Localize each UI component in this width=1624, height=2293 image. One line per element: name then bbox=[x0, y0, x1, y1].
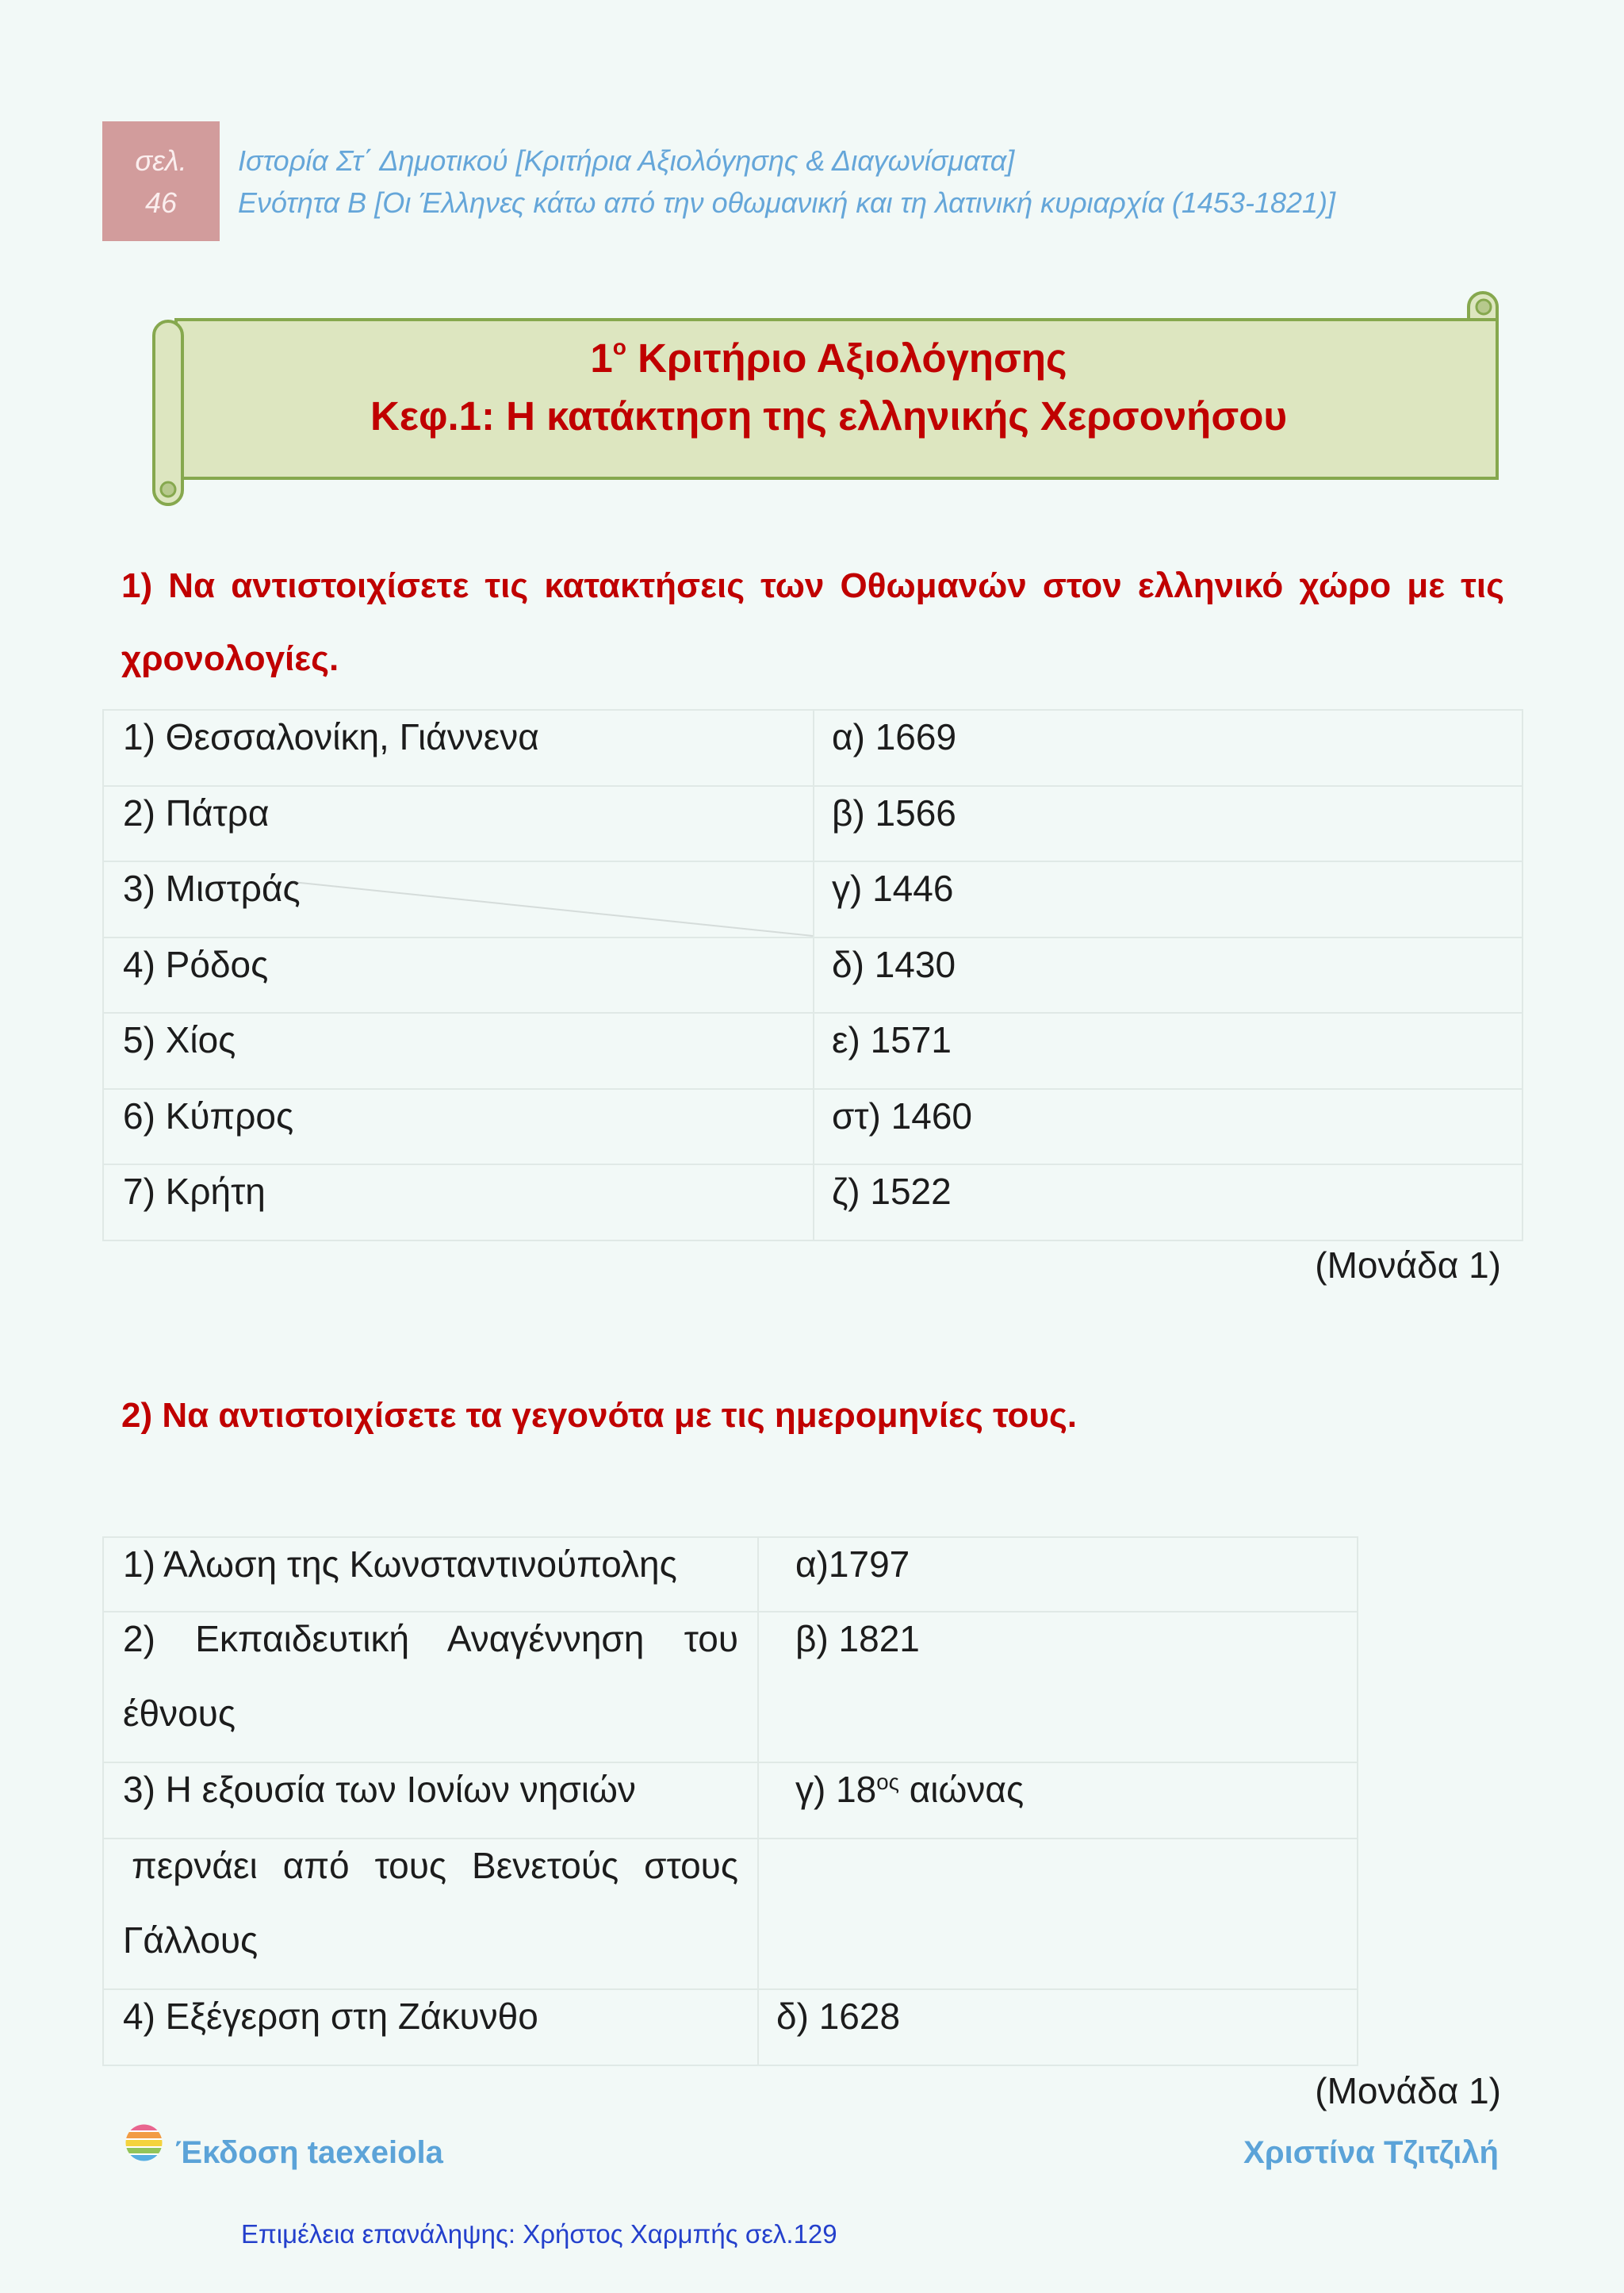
date-text: δ) 1628 bbox=[776, 1996, 901, 2037]
date-text: α)1797 bbox=[795, 1543, 910, 1585]
question1-prompt-line2: χρονολογίες. bbox=[121, 639, 339, 678]
date-text: ζ) 1522 bbox=[832, 1171, 952, 1213]
page-number: 46 bbox=[144, 186, 178, 219]
author-name: Χριστίνα Τζιτζιλή bbox=[1243, 2135, 1499, 2170]
place-text: 5) Χίος bbox=[123, 1019, 236, 1061]
stray-connector-line bbox=[285, 872, 825, 944]
events-table bbox=[102, 1536, 1358, 2066]
banner-title bbox=[159, 333, 1499, 390]
table-cell-date bbox=[814, 862, 1523, 938]
table-cell-event bbox=[104, 1990, 759, 2066]
place-text: 3) Μιστράς bbox=[123, 868, 301, 910]
event-text: 4) Εξέγερση στη Ζάκυνθο bbox=[123, 1996, 538, 2037]
question2-prompt: 2) Να αντιστοιχίσετε τα γεγονότα με τις ημερομηνίες τους. bbox=[121, 1396, 1078, 1435]
table-cell-event bbox=[104, 1612, 759, 1763]
date-text: γ) 1446 bbox=[832, 868, 954, 910]
table-cell-date bbox=[814, 1165, 1523, 1241]
table-cell-place bbox=[104, 1090, 814, 1166]
place-text: 7) Κρήτη bbox=[123, 1171, 266, 1213]
table-cell-place bbox=[104, 787, 814, 863]
table-cell-place bbox=[104, 1165, 814, 1241]
question1-score: (Μονάδα 1) bbox=[1315, 1244, 1501, 1286]
table-cell-date bbox=[759, 1612, 1358, 1763]
table-cell-event bbox=[104, 1538, 759, 1612]
table-cell-date bbox=[814, 787, 1523, 863]
book-title: Ιστορία Στ΄ Δημοτικού [Κριτήρια Αξιολόγησης & Διαγωνίσματα] bbox=[238, 144, 1015, 177]
date-text: α) 1669 bbox=[832, 716, 957, 757]
table-cell-place bbox=[104, 1014, 814, 1090]
question1-prompt-line1: 1) Να αντιστοιχίσετε τις κατακτήσεις των Οθωμανών στον ελληνικό χώρο με τις bbox=[121, 566, 1504, 605]
event-text: 3) Η εξουσία των Ιονίων νησιών bbox=[123, 1769, 636, 1810]
banner-title-number: 1 bbox=[590, 336, 613, 381]
date-text: ε) 1571 bbox=[832, 1019, 952, 1061]
table-cell-date bbox=[759, 1763, 1358, 1839]
unit-title: Ενότητα Β [Οι Έλληνες κάτω από την οθωμανική και τη λατινική κυριαρχία (1453-1821)] bbox=[238, 186, 1336, 219]
date-number: γ) 18 bbox=[795, 1769, 877, 1810]
table-cell-date bbox=[814, 938, 1523, 1014]
date-text: β) 1566 bbox=[832, 792, 956, 834]
question2-score: (Μονάδα 1) bbox=[1315, 2070, 1501, 2111]
table-cell-place bbox=[104, 938, 814, 1014]
table-cell-date bbox=[814, 1090, 1523, 1166]
event-text-line2: Γάλλους bbox=[123, 1919, 259, 1961]
event-text-line1: περνάει από τους Βενετούς στους bbox=[132, 1845, 738, 1886]
place-text: 6) Κύπρος bbox=[123, 1095, 294, 1137]
date-text: στ) 1460 bbox=[832, 1095, 972, 1137]
date-text: δ) 1430 bbox=[832, 943, 956, 985]
credit-line: Επιμέλεια επανάληψης: Χρήστος Χαρμπής σελ.129 bbox=[241, 2219, 837, 2249]
place-text: 1) Θεσσαλονίκη, Γιάννενα bbox=[123, 716, 539, 757]
banner-title-superscript: ο bbox=[612, 335, 626, 359]
conquests-table bbox=[102, 709, 1523, 1241]
publisher-label: Έκδοση taexeiola bbox=[175, 2135, 443, 2170]
table-cell-event bbox=[104, 1839, 759, 1990]
page-label: σελ. bbox=[135, 144, 187, 177]
table-cell-date bbox=[759, 1990, 1358, 2066]
table-cell-date bbox=[814, 1014, 1523, 1090]
place-text: 4) Ρόδος bbox=[123, 943, 269, 985]
table-cell-event bbox=[104, 1763, 759, 1839]
date-unit: αιώνας bbox=[898, 1769, 1025, 1810]
event-text: 1) Άλωση της Κωνσταντινούπολης bbox=[123, 1543, 677, 1585]
page-number-box bbox=[102, 121, 220, 241]
event-text-line1: 2) Εκπαιδευτική Αναγέννηση του bbox=[123, 1618, 738, 1659]
table-cell-date-empty bbox=[759, 1839, 1358, 1990]
table-cell-date bbox=[814, 711, 1523, 787]
date-ordinal-superscript: ος bbox=[876, 1770, 899, 1794]
date-text: β) 1821 bbox=[795, 1618, 920, 1659]
place-text: 2) Πάτρα bbox=[123, 792, 270, 834]
event-text-line2: έθνους bbox=[123, 1693, 236, 1734]
table-cell-place bbox=[104, 711, 814, 787]
table-cell-date bbox=[759, 1538, 1358, 1612]
banner-subtitle: Κεφ.1: Η κατάκτηση της ελληνικής Χερσονήσου bbox=[370, 393, 1288, 439]
taexeiola-logo-icon bbox=[124, 2123, 163, 2162]
banner-title-text: Κριτήριο Αξιολόγησης bbox=[626, 336, 1067, 381]
date-text bbox=[795, 1763, 1338, 1832]
